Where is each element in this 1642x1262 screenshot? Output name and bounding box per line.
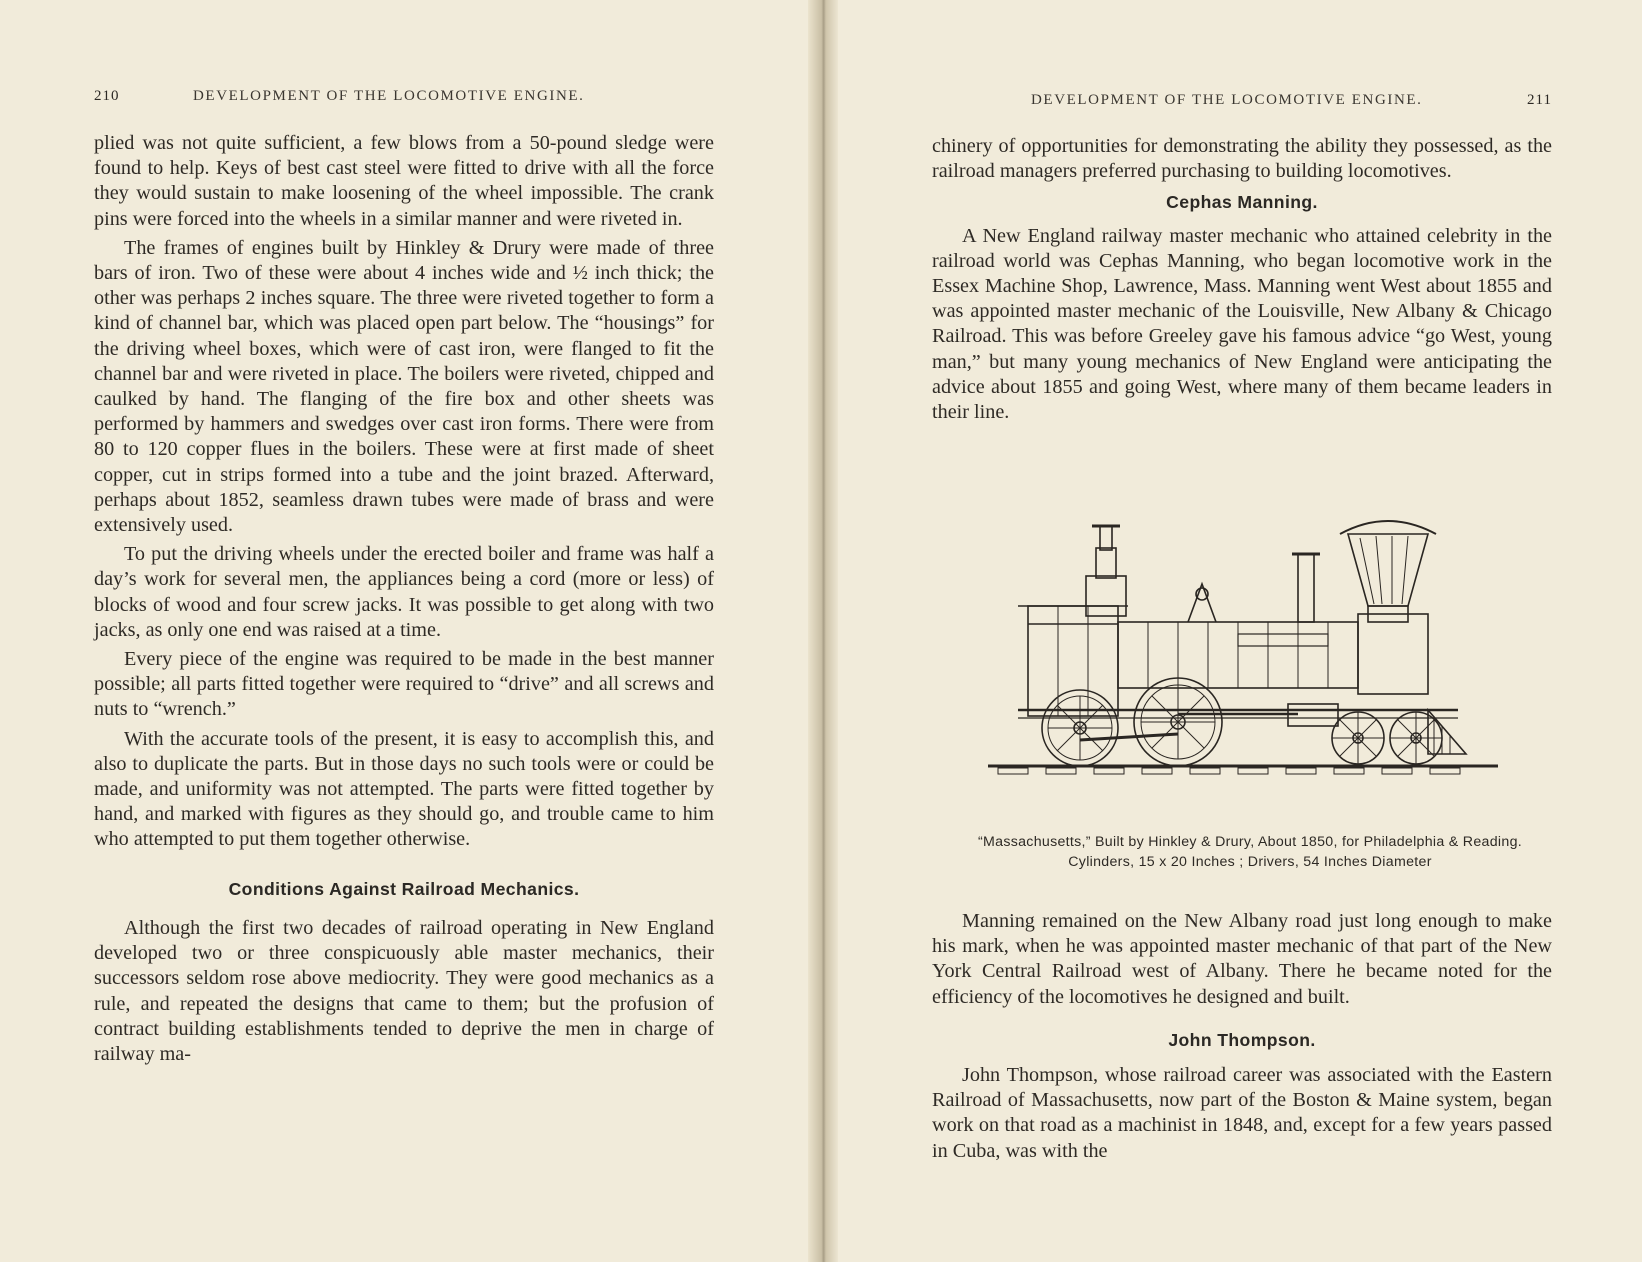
paragraph: Although the first two decades of railroad operating in New England developed two or three conspicuously able master mechanics, their successors seldom rose above mediocrity. They were good mechanics as a rule, and repeated the designs that came to them; but the profusion of contract building establishments tended to deprive the men in charge of railway ma-	[94, 916, 714, 1065]
figure-caption	[920, 832, 1580, 872]
paragraph: chinery of opportunities for demonstrating the ability they possessed, as the railroad managers preferred purchasing to building locomotives.	[932, 135, 1552, 183]
caption-line: “Massachusetts,” Built by Hinkley & Drury, About 1850, for Philadelphia & Reading.	[977, 834, 1522, 850]
page-number-right: 211	[1527, 92, 1552, 108]
running-head-left: DEVELOPMENT OF THE LOCOMOTIVE ENGINE.	[193, 88, 585, 104]
section-heading: Cephas Manning.	[1166, 192, 1318, 213]
locomotive-illustration-icon	[988, 514, 1508, 814]
paragraph: A New England railway master mechanic who attained celebrity in the railroad world was Cephas Manning, who began locomotive work in the Essex Machine Shop, Lawrence, Mass. Manning went West about 1855 and was appointed master mechanic of the Louisville, New Albany & Chicago Railroad. This was before Greeley gave his famous advice “go West, young man,” but many young mechanics of New England were anticipating the advice about 1855 and going West, where many of them became leaders in their line.	[932, 224, 1552, 424]
paragraph: The frames of engines built by Hinkley & Drury were made of three bars of iron. Two of these were about 4 inches wide and ½ inch thick; the other was perhaps 2 inches square. The three were riveted together to form a kind of channel bar, which was placed open part below. The “housings” for the driving wheel boxes, which were of cast iron, were flanged to fit the channel bar and were riveted in place. The boilers were riveted, chipped and caulked by hand. The flanging of the fire box and other sheets was performed by hammers and swedges over cast iron forms. There were from 80 to 120 copper flues in the boilers. These were at first made of sheet copper, cut in strips formed into a tube and the joint brazed. Afterward, perhaps about 1852, seamless drawn tubes were made of brass and were extensively used.	[94, 236, 714, 537]
left-page	[0, 0, 820, 1262]
book-gutter	[808, 0, 838, 1262]
paragraph: John Thompson, whose railroad career was associated with the Eastern Railroad of Massachusetts, now part of the Boston & Maine system, began work on that road as a machinist in 1848, and, except for a few years passed in Cuba, was with the	[932, 1064, 1552, 1162]
section-heading: Conditions Against Railroad Mechanics.	[228, 878, 580, 899]
right-page-body-top	[932, 134, 1552, 429]
paragraph: To put the driving wheels under the erected boiler and frame was half a day’s work for several men, the appliances being a cord (more or less) of blocks of wood and four screw jacks. It was possible to get along with two jacks, as only one end was raised at a time.	[94, 543, 714, 641]
paragraph: plied was not quite sufficient, a few blows from a 50-pound sledge were found to help. Keys of best cast steel were fitted to drive with all the force they would sustain to make loosening of the wheel impossible. The crank pins were forced into the wheels in a similar manner and were riveted in.	[94, 132, 714, 230]
paragraph: Manning remained on the New Albany road just long enough to make his mark, when he was appointed master mechanic of that part of the New York Central Railroad west of Albany. There he became noted for the efficiency of the locomotives he designed and built.	[932, 910, 1552, 1008]
right-page	[820, 0, 1642, 1262]
section-heading: John Thompson.	[1168, 1029, 1316, 1050]
paragraph: Every piece of the engine was required to be made in the best manner possible; all parts fitted together were required to “drive” and all screws and nuts to “wrench.”	[94, 648, 714, 721]
caption-line: Cylinders, 15 x 20 Inches ; Drivers, 54 Inches Diameter	[1068, 854, 1432, 870]
right-page-body-bottom	[932, 909, 1552, 1168]
page-number-left: 210	[94, 88, 120, 104]
running-head-right: DEVELOPMENT OF THE LOCOMOTIVE ENGINE.	[1031, 92, 1423, 108]
paragraph: With the accurate tools of the present, it is easy to accomplish this, and also to duplicate the parts. But in those days no such tools were or could be made, and uniformity was not attempted. The parts were fitted together by hand, and marked with figures as they should go, and trouble came to him who attempted to put them together otherwise.	[94, 727, 714, 851]
left-page-body	[94, 131, 714, 1071]
